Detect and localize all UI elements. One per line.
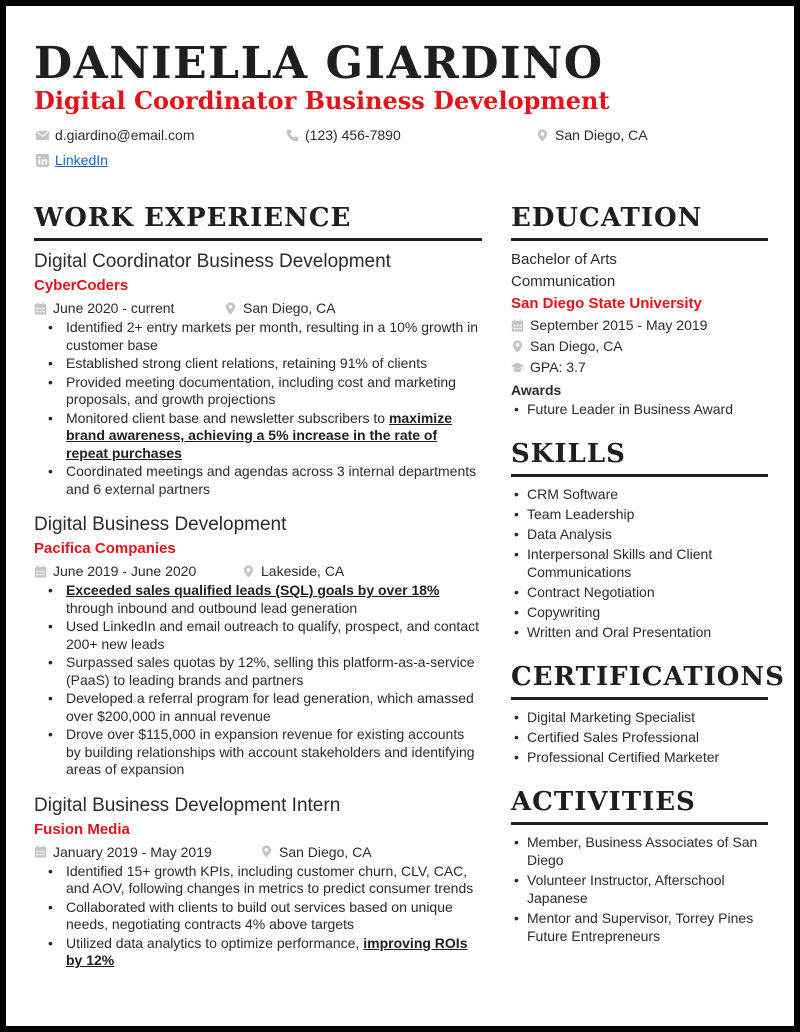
email-text: d.giardino@email.com — [55, 127, 195, 143]
phone-icon — [286, 129, 299, 142]
location-text: San Diego, CA — [555, 127, 648, 143]
phone-text: (123) 456-7890 — [305, 127, 401, 143]
job-company: CyberCoders — [34, 277, 129, 294]
envelope-icon — [36, 129, 49, 142]
calendar-icon — [34, 845, 47, 858]
education-dates-text: September 2015 - May 2019 — [530, 317, 708, 333]
job-location-text: Lakeside, CA — [261, 563, 345, 579]
bullet-highlight: improving ROIs by 12% — [66, 934, 468, 968]
list-item: • Future Leader in Business Award — [511, 400, 768, 418]
major: Communication — [511, 273, 616, 290]
job-entry — [34, 793, 482, 970]
map-pin-icon — [536, 129, 549, 142]
job-role: Digital Business Development — [34, 514, 287, 535]
job-bullets — [34, 582, 482, 779]
job-meta — [34, 841, 482, 863]
map-pin-icon — [511, 340, 524, 353]
certifications-heading: CERTIFICATIONS — [511, 659, 768, 700]
calendar-icon — [34, 565, 47, 578]
job-location — [242, 560, 344, 582]
job-dates — [34, 841, 260, 863]
certifications-section — [511, 659, 785, 766]
map-pin-icon — [224, 302, 237, 315]
job-dates — [34, 297, 224, 319]
school: San Diego State University — [511, 295, 702, 312]
job-company: Fusion Media — [34, 820, 130, 838]
contact-location — [536, 127, 648, 143]
list-item: • Certified Sales Professional — [511, 728, 768, 746]
job-role: Digital Coordinator Business Development — [34, 251, 391, 272]
list-item: • Written and Oral Presentation — [511, 623, 768, 641]
job-entry — [34, 512, 482, 779]
graduation-cap-icon — [511, 361, 524, 374]
bullet-text: Monitored client base and newsletter subscribers to — [66, 409, 389, 426]
education-dates — [511, 315, 768, 336]
map-pin-icon — [242, 565, 255, 578]
contact-phone — [286, 127, 401, 143]
linkedin-link[interactable]: LinkedIn — [55, 152, 108, 168]
job-location — [224, 297, 336, 319]
job-bullets — [34, 319, 482, 498]
bullet-highlight: Exceeded sales qualified leads (SQL) goals by over 18% — [66, 582, 440, 598]
list-item: • Provided meeting documentation, including cost and marketing proposals, and growth projections — [34, 374, 482, 409]
resume-page — [6, 6, 794, 1026]
job-dates — [34, 560, 242, 582]
list-item: • Identified 2+ entry markets per month, resulting in a 10% growth in customer base — [34, 319, 482, 354]
calendar-icon — [511, 319, 524, 332]
awards-label: Awards — [511, 382, 562, 398]
education-location — [511, 336, 768, 357]
list-item: • CRM Software — [511, 485, 768, 503]
bullet-highlight: maximize brand awareness, achieving a 5% increase in the rate of repeat purchases — [66, 409, 452, 461]
education-heading: EDUCATION — [511, 200, 768, 241]
job-location-text: San Diego, CA — [243, 300, 336, 316]
list-item: • Volunteer Instructor, Afterschool Japanese — [511, 871, 768, 907]
list-item: • Data Analysis — [511, 525, 768, 543]
job-meta — [34, 560, 482, 582]
skills-heading: SKILLS — [511, 436, 768, 477]
linkedin-icon — [36, 154, 49, 167]
list-item — [34, 935, 482, 970]
activities-list — [511, 833, 768, 945]
awards-list — [511, 400, 768, 418]
list-item: • Coordinated meetings and agendas across 3 internal departments and 6 external partners — [34, 463, 482, 498]
job-role: Digital Business Development Intern — [34, 794, 341, 816]
skills-section — [511, 436, 768, 641]
list-item: • Identified 15+ growth KPIs, including customer churn, CLV, CAC, and AOV, following changes in metrics to predict consumer trends — [34, 863, 482, 898]
job-location — [260, 841, 372, 863]
contact-linkedin[interactable] — [36, 152, 108, 168]
list-item: • Drove over $115,000 in expansion revenue for existing accounts by building relationships with account stakeholders and identifying areas of expansion — [34, 726, 482, 779]
list-item — [34, 410, 482, 463]
bullet-text: Utilized data analytics to optimize performance, — [66, 934, 364, 951]
job-dates-text: June 2019 - June 2020 — [53, 563, 197, 579]
list-item: • Surpassed sales quotas by 12%, selling this platform-as-a-service (PaaS) to leading brands and partners — [34, 654, 482, 689]
map-pin-icon — [260, 845, 273, 858]
calendar-icon — [34, 302, 47, 315]
degree: Bachelor of Arts — [511, 251, 617, 268]
bullet-text: through inbound and outbound lead generation — [66, 599, 358, 616]
job-dates-text: June 2020 - current — [53, 300, 175, 316]
activities-section — [511, 784, 768, 945]
work-experience-heading: WORK EXPERIENCE — [34, 200, 482, 241]
list-item: • Established strong client relations, retaining 91% of clients — [34, 355, 482, 373]
list-item: • Copywriting — [511, 603, 768, 621]
candidate-name: DANIELLA GIARDINO — [34, 38, 604, 89]
activities-heading: ACTIVITIES — [511, 784, 768, 825]
left-column — [34, 200, 482, 984]
list-item: • Digital Marketing Specialist — [511, 708, 768, 726]
certifications-list — [511, 708, 768, 766]
list-item: • Interpersonal Skills and Client Communications — [511, 545, 768, 581]
list-item — [34, 582, 482, 617]
job-meta — [34, 297, 482, 319]
education-section — [511, 200, 768, 418]
list-item: • Developed a referral program for lead generation, which amassed over $200,000 in annual revenue — [34, 690, 482, 725]
education-location-text: San Diego, CA — [530, 338, 623, 354]
list-item: • Collaborated with clients to build out services based on unique needs, negotiating contracts 4% above targets — [34, 899, 482, 934]
list-item: • Contract Negotiation — [511, 583, 768, 601]
right-column — [511, 200, 785, 963]
list-item: • Member, Business Associates of San Diego — [511, 833, 768, 869]
job-bullets — [34, 863, 482, 970]
job-company: Pacifica Companies — [34, 540, 176, 557]
job-entry — [34, 249, 482, 498]
list-item: • Professional Certified Marketer — [511, 748, 768, 766]
candidate-headline: Digital Coordinator Business Development — [34, 86, 610, 115]
job-dates-text: January 2019 - May 2019 — [53, 843, 212, 860]
gpa-text: GPA: 3.7 — [530, 359, 586, 375]
skills-list — [511, 485, 768, 641]
education-gpa — [511, 357, 768, 378]
list-item: • Mentor and Supervisor, Torrey Pines Future Entrepreneurs — [511, 909, 768, 945]
list-item: • Team Leadership — [511, 505, 768, 523]
contact-email — [36, 127, 195, 143]
list-item: • Used LinkedIn and email outreach to qualify, prospect, and contact 200+ new leads — [34, 618, 482, 653]
job-location-text: San Diego, CA — [279, 843, 372, 860]
